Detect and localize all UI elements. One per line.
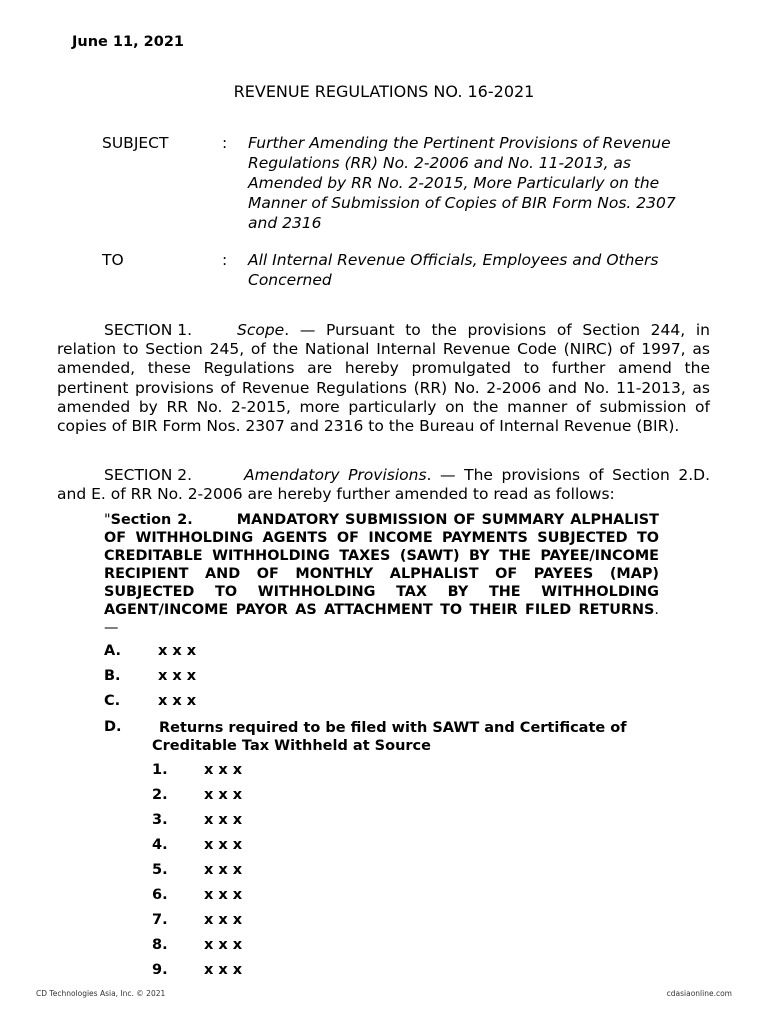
regulation-title: REVENUE REGULATIONS NO. 16-2021 <box>233 82 535 101</box>
item-text: x x x <box>158 693 197 709</box>
to-colon: : <box>222 251 228 269</box>
numbered-label: 4. <box>152 837 168 853</box>
section-2-label: SECTION 2. <box>104 466 193 484</box>
section-2-text: . — The provisions of Section 2.D. and E. of RR No. 2-2006 are hereby further amended to read as follows: <box>57 466 710 504</box>
item-text: x x x <box>158 643 197 659</box>
quoted-section-label: Section 2. <box>110 512 193 528</box>
section-1-text: . — Pursuant to the provisions of Section 244, in relation to Section 245, of the National Internal Revenue Code (NIRC) of 1997, as amended, these Regulations are hereby promulgated to further amend the pertinent provisions of Revenue Regulations (RR) No. 2-2006 and No. 11-2013, as amended by RR No. 2-2015, more particularly on the manner of submission of copies of BIR Form Nos. 2307 and 2316 to the Bureau of Internal Revenue (BIR). <box>57 321 710 436</box>
subject-value <box>248 133 676 233</box>
numbered-text: x x x <box>204 762 243 778</box>
document-date: June 11, 2021 <box>72 34 185 50</box>
numbered-text: x x x <box>204 787 243 803</box>
subject-line: Further Amending the Pertinent Provisions of Revenue <box>248 134 671 152</box>
numbered-label: 7. <box>152 912 168 928</box>
numbered-label: 5. <box>152 862 168 878</box>
subject-label: SUBJECT <box>102 134 169 152</box>
to-label: TO <box>102 251 124 269</box>
numbered-label: 6. <box>152 887 168 903</box>
quoted-section-2 <box>104 511 659 637</box>
section-1-paragraph <box>57 321 710 436</box>
numbered-label: 8. <box>152 937 168 953</box>
numbered-label: 2. <box>152 787 168 803</box>
footer-copyright: CD Technologies Asia, Inc. © 2021 <box>36 989 166 998</box>
numbered-text: x x x <box>204 912 243 928</box>
subject-colon: : <box>222 134 228 152</box>
numbered-text: x x x <box>204 887 243 903</box>
to-value <box>248 250 658 290</box>
item-letter: C. <box>104 693 121 709</box>
section-1-heading: Scope <box>237 321 285 339</box>
numbered-text: x x x <box>204 862 243 878</box>
item-letter: B. <box>104 668 121 684</box>
to-line: All Internal Revenue Officials, Employees and Others <box>248 251 659 269</box>
subject-line: Manner of Submission of Copies of BIR Form Nos. 2307 <box>248 194 676 212</box>
open-quote: " <box>104 512 111 528</box>
numbered-text: x x x <box>204 937 243 953</box>
item-text: x x x <box>158 668 197 684</box>
quoted-section-tail: . — <box>104 602 659 636</box>
subject-line: Amended by RR No. 2-2015, More Particularly on the <box>248 174 660 192</box>
section-2-heading: Amendatory Provisions <box>244 466 427 484</box>
item-d-line-1: Returns required to be filed with SAWT and Certificate of <box>159 720 627 736</box>
footer-site-link[interactable]: cdasiaonline.com <box>666 989 732 998</box>
to-line: Concerned <box>248 271 332 289</box>
numbered-text: x x x <box>204 837 243 853</box>
numbered-label: 1. <box>152 762 168 778</box>
subject-line: and 2316 <box>248 214 322 232</box>
section-1-label: SECTION 1. <box>104 321 193 339</box>
item-d-line-2: Creditable Tax Withheld at Source <box>152 738 431 754</box>
numbered-text: x x x <box>204 812 243 828</box>
item-d-letter: D. <box>104 719 122 735</box>
item-letter: A. <box>104 643 121 659</box>
numbered-label: 3. <box>152 812 168 828</box>
section-2-paragraph <box>57 466 710 504</box>
subject-line: Regulations (RR) No. 2-2006 and No. 11-2013, as <box>248 154 631 172</box>
quoted-section-heading: MANDATORY SUBMISSION OF SUMMARY ALPHALIST OF WITHHOLDING AGENTS OF INCOME PAYMENTS SUBJECTED TO CREDITABLE WITHHOLDING TAXES (SAWT) BY THE PAYEE/INCOME RECIPIENT AND OF MONTHLY ALPHALIST OF PAYEES (MAP) SUBJECTED TO WITHHOLDING TAX BY THE WITHHOLDING AGENT/INCOME PAYOR AS ATTACHMENT TO THEIR FILED RETURNS <box>104 512 659 618</box>
numbered-text: x x x <box>204 962 243 978</box>
numbered-label: 9. <box>152 962 168 978</box>
